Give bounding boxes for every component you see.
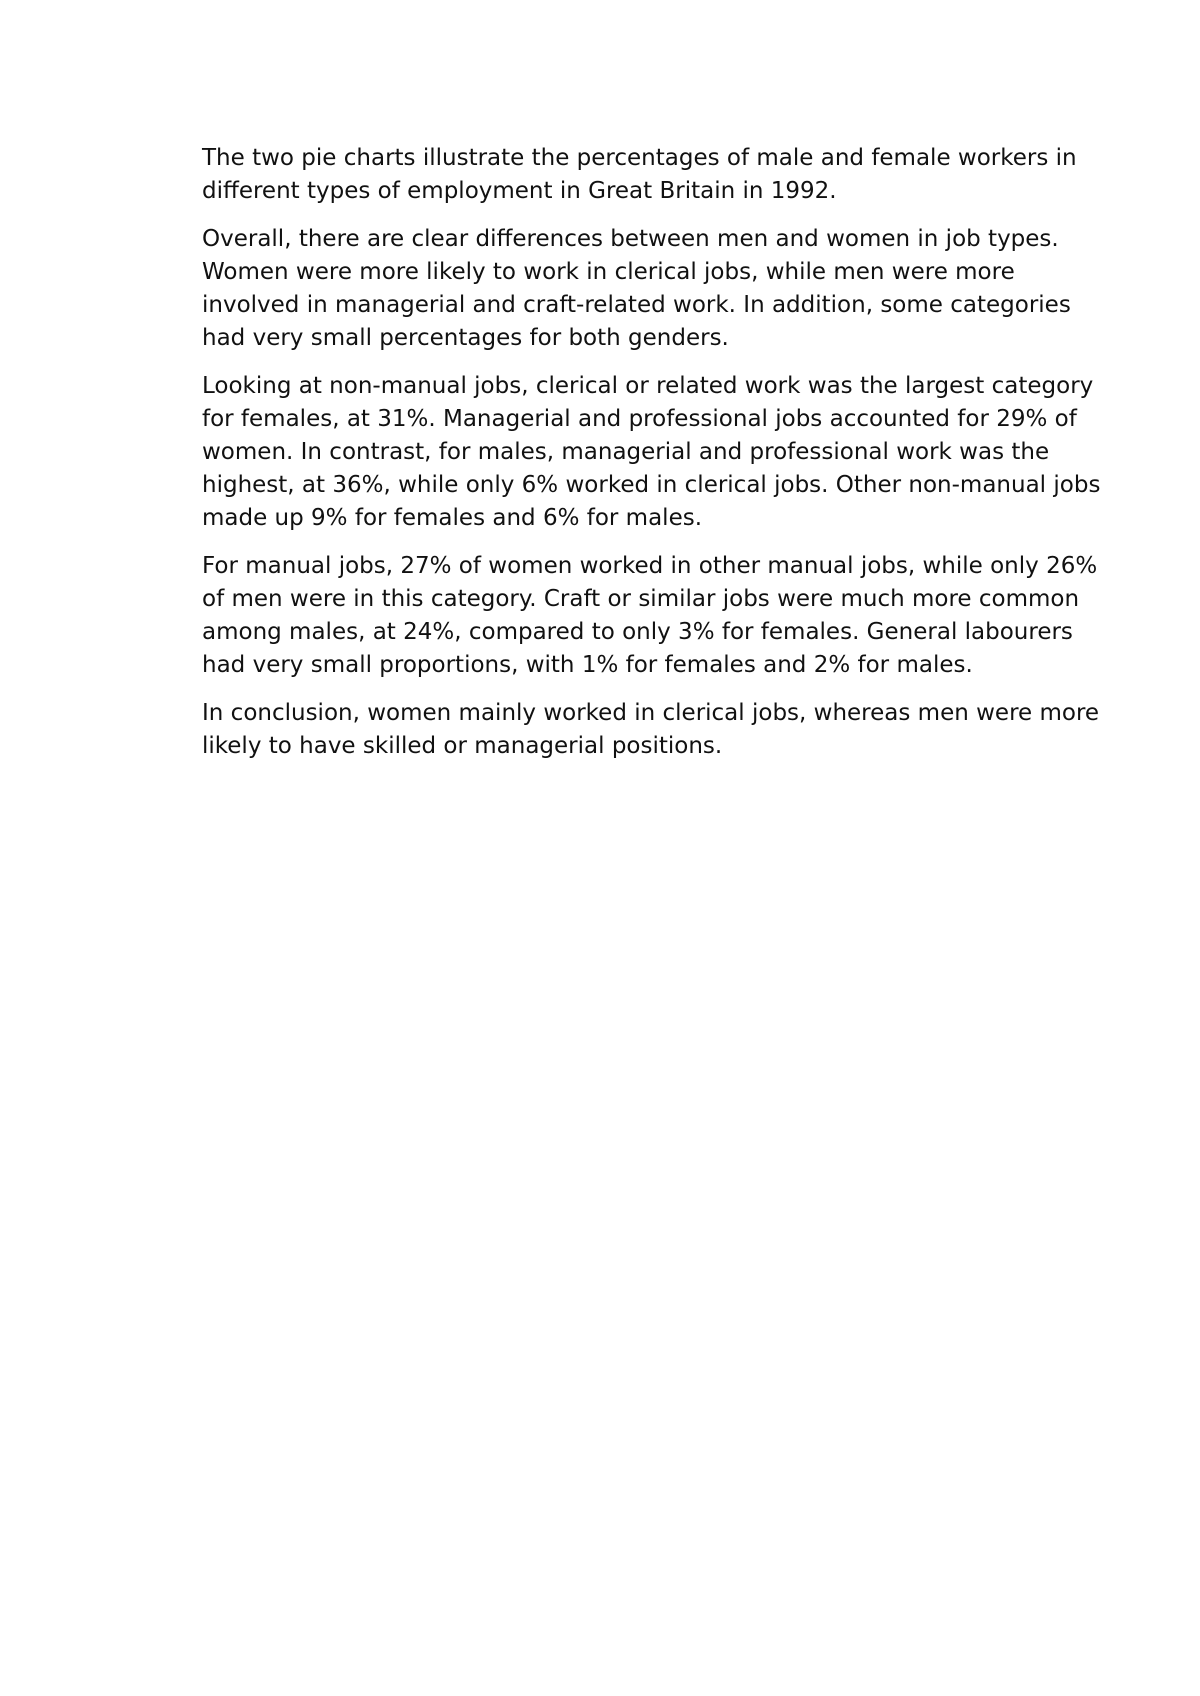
paragraph-conclusion: In conclusion, women mainly worked in clerical jobs, whereas men were more likely to have skilled or managerial positions. (202, 700, 1100, 759)
paragraph-overview: Overall, there are clear differences between men and women in job types. Women were more likely to work in clerical jobs, while men were more involved in managerial and craft-related work. In addition, some categories had very small percentages for both genders. (202, 226, 1071, 351)
paragraph-non-manual-jobs: Looking at non-manual jobs, clerical or related work was the largest category for females, at 31%. Managerial and professional jobs accounted for 29% of women. In contrast, for males, managerial and professional work was the highest, at 36%, while only 6% worked in clerical jobs. Other non-manual jobs made up 9% for females and 6% for males. (202, 373, 1101, 531)
paragraph-manual-jobs: For manual jobs, 27% of women worked in other manual jobs, while only 26% of men were in this category. Craft or similar jobs were much more common among males, at 24%, compared to only 3% for females. General labourers had very small proportions, with 1% for females and 2% for males. (202, 553, 1098, 678)
paragraph-introduction: The two pie charts illustrate the percentages of male and female workers in different types of employment in Great Britain in 1992. (202, 145, 1077, 204)
document-body (202, 142, 1102, 778)
